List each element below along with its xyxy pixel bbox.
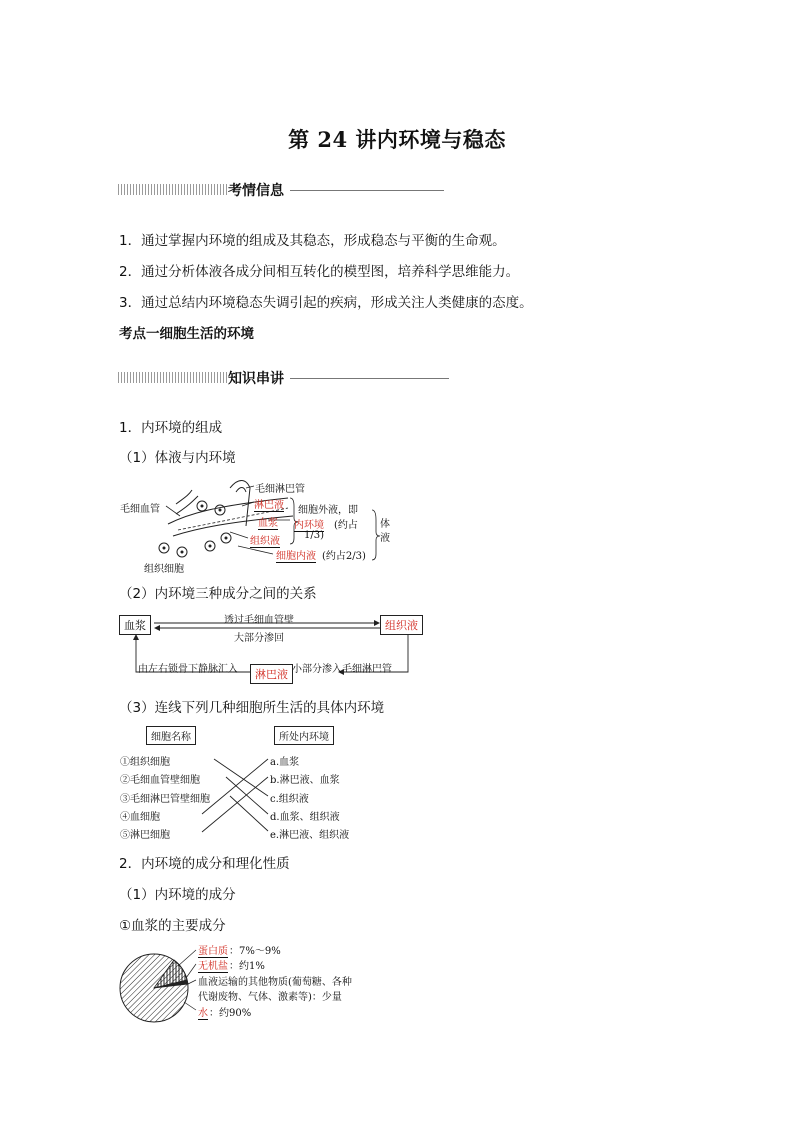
header-cell-names: 细胞名称 <box>146 726 196 745</box>
section-label: 考情信息 <box>228 183 284 199</box>
divider-line <box>290 190 444 191</box>
heading-2-1: （1）内环境的成分 <box>119 887 236 903</box>
heading-2-1-a: ①血浆的主要成分 <box>119 918 226 934</box>
label-intracellular: 细胞内液 <box>276 547 316 563</box>
heading-1: 1．内环境的组成 <box>119 420 223 436</box>
label-lymph-capillary: 毛细淋巴管 <box>255 484 305 495</box>
label-plasma: 血浆 <box>258 514 278 530</box>
value-salt: ：约1% <box>229 961 265 972</box>
label-one-third: 1/3) <box>304 530 324 541</box>
label-extracellular: 细胞外液，即 <box>298 505 358 516</box>
page-title: 第 24 讲内环境与稳态 <box>288 127 506 152</box>
env-item: c.组织液 <box>270 794 309 805</box>
env-item: d.血浆、组织液 <box>270 812 340 823</box>
composition-pie <box>118 940 198 1032</box>
label-tissue-cells: 组织细胞 <box>144 564 184 575</box>
section-header-knowledge <box>118 368 453 388</box>
label-protein: 蛋白质 <box>198 942 228 958</box>
label-tissue-fluid: 组织液 <box>250 532 280 548</box>
topic-heading: 考点一细胞生活的环境 <box>119 326 254 342</box>
figure-body-fluid <box>118 476 408 575</box>
node-tissue-fluid: 组织液 <box>380 615 423 635</box>
label-two-third: (约占2/3) <box>322 551 366 562</box>
label-right-note: 小部分渗入毛细淋巴管 <box>292 664 392 675</box>
label-mostly-back: 大部分渗回 <box>234 633 284 644</box>
header-environments: 所处内环境 <box>274 726 334 745</box>
value-water: ：约90% <box>209 1008 252 1019</box>
node-plasma: 血浆 <box>119 615 151 635</box>
label-water: 水 <box>198 1004 208 1020</box>
env-item: b.淋巴液、血浆 <box>270 775 340 786</box>
dotted-decoration <box>118 372 228 383</box>
figure-relations <box>118 612 428 684</box>
label-other-1: 血液运输的其他物质(葡萄糖、各种 <box>198 977 352 988</box>
cell-item: ②毛细血管壁细胞 <box>120 775 200 786</box>
objective-2: 2．通过分析体液各成分间相互转化的模型图，培养科学思维能力。 <box>119 264 520 280</box>
label-about-1: (约占 <box>334 520 358 531</box>
figure-matching <box>118 726 368 842</box>
label-body-fluid: 体 液 <box>380 519 390 544</box>
section-header-exam-info <box>118 180 448 200</box>
heading-1-1: （1）体液与内环境 <box>119 450 236 466</box>
divider-line <box>290 378 449 379</box>
node-lymph: 淋巴液 <box>250 664 293 684</box>
objective-3: 3．通过总结内环境稳态失调引起的疾病，形成关注人类健康的态度。 <box>119 295 533 311</box>
label-through-wall: 透过毛细血管壁 <box>224 615 294 626</box>
dotted-decoration <box>118 184 228 195</box>
heading-1-2: （2）内环境三种成分之间的关系 <box>119 586 317 602</box>
label-salt: 无机盐 <box>198 957 228 973</box>
label-internal-env: 内环境 <box>294 516 324 532</box>
env-item: a.血浆 <box>270 757 300 768</box>
value-protein: ：7%～9% <box>229 946 281 957</box>
cell-item: ③毛细淋巴管壁细胞 <box>120 794 210 805</box>
section-label: 知识串讲 <box>228 371 284 387</box>
heading-1-3: （3）连线下列几种细胞所生活的具体内环境 <box>119 700 385 716</box>
label-capillary: 毛细血管 <box>120 504 160 515</box>
label-left-note: 由左右锁骨下静脉汇入 <box>138 664 238 675</box>
objective-1: 1．通过掌握内环境的组成及其稳态，形成稳态与平衡的生命观。 <box>119 233 506 249</box>
cell-item: ④血细胞 <box>120 812 160 823</box>
label-lymph: 淋巴液 <box>254 496 284 512</box>
cell-item: ⑤淋巴细胞 <box>120 830 170 841</box>
label-other-2: 代谢废物、气体、激素等)：少量 <box>198 992 342 1003</box>
figure-plasma-composition <box>118 940 378 1032</box>
env-item: e.淋巴液、组织液 <box>270 830 350 841</box>
heading-2: 2．内环境的成分和理化性质 <box>119 856 290 872</box>
cell-item: ①组织细胞 <box>120 757 170 768</box>
